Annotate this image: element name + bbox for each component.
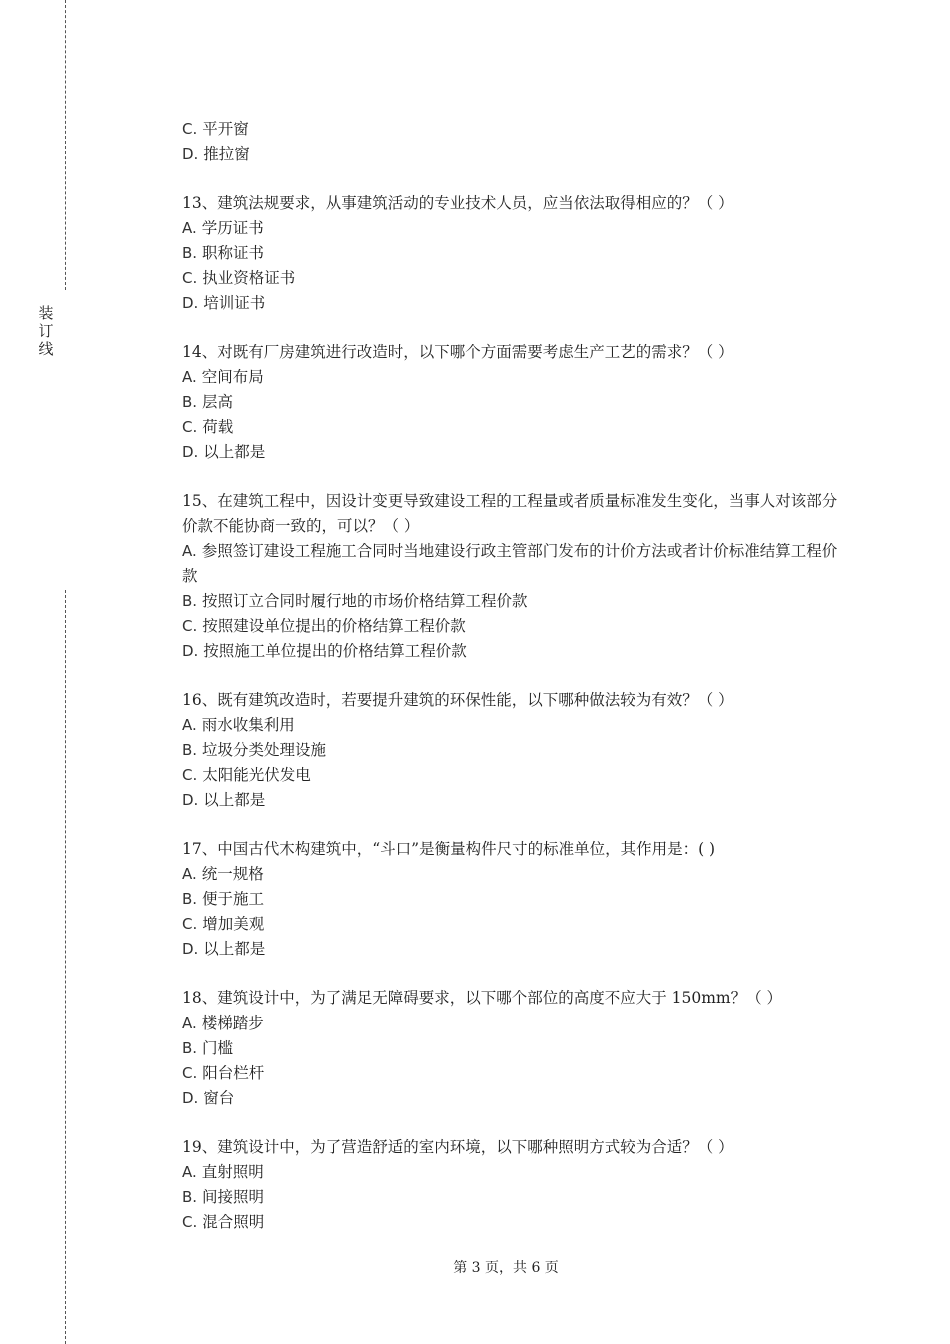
binding-dashed-line-top [65,0,66,290]
option-a: A. 楼梯踏步 [182,1014,264,1032]
option-c: C. 按照建设单位提出的价格结算工程价款 [182,617,466,635]
option-d: D. 以上都是 [182,791,266,809]
option-d: D. 以上都是 [182,940,266,958]
option-a: A. 学历证书 [182,219,264,237]
question-15 [182,489,842,664]
question-19 [182,1135,842,1235]
binding-char: 订 [38,322,54,340]
option-b: B. 便于施工 [182,890,265,908]
option-a: A. 参照签订建设工程施工合同时当地建设行政主管部门发布的计价方法或者计价标准结算工程价款 [182,542,838,585]
option-d: D. 按照施工单位提出的价格结算工程价款 [182,642,467,660]
option-b: B. 层高 [182,393,234,411]
binding-dashed-line-bottom [65,590,66,1344]
question-stem: 17、中国古代木构建筑中，“斗口”是衡量构件尺寸的标准单位，其作用是：( ) [182,840,716,858]
option-d: D. 窗台 [182,1089,235,1107]
option-c: C. 太阳能光伏发电 [182,766,311,784]
option-b: B. 垃圾分类处理设施 [182,741,327,759]
option-d: D. 培训证书 [182,294,266,312]
option-b: B. 职称证书 [182,244,265,262]
binding-label [36,304,56,358]
option-a: A. 直射照明 [182,1163,264,1181]
question-12-continued [182,117,842,167]
question-list [182,117,842,1259]
option-a: A. 雨水收集利用 [182,716,295,734]
option-c: C. 阳台栏杆 [182,1064,265,1082]
option-b: B. 间接照明 [182,1188,265,1206]
binding-char: 装 [38,304,54,322]
option-c: C. 执业资格证书 [182,269,296,287]
option-c: C. 混合照明 [182,1213,265,1231]
question-16 [182,688,842,813]
option-c: C. 平开窗 [182,120,249,138]
binding-char: 线 [38,340,54,358]
question-stem: 18、建筑设计中，为了满足无障碍要求，以下哪个部位的高度不应大于 150mm？（ ） [182,989,783,1007]
question-stem: 19、建筑设计中，为了营造舒适的室内环境，以下哪种照明方式较为合适？（ ） [182,1138,734,1156]
option-b: B. 按照订立合同时履行地的市场价格结算工程价款 [182,592,528,610]
option-a: A. 空间布局 [182,368,264,386]
question-18 [182,986,842,1111]
option-d: D. 推拉窗 [182,145,250,163]
option-c: C. 荷载 [182,418,234,436]
question-17 [182,837,842,962]
option-c: C. 增加美观 [182,915,265,933]
question-14 [182,340,842,465]
question-stem: 14、对既有厂房建筑进行改造时，以下哪个方面需要考虑生产工艺的需求？（ ） [182,343,734,361]
question-stem: 15、在建筑工程中，因设计变更导致建设工程的工程量或者质量标准发生变化，当事人对该部分价款不能协商一致的，可以？（ ） [182,492,838,535]
question-stem: 13、建筑法规要求，从事建筑活动的专业技术人员，应当依法取得相应的？（ ） [182,194,734,212]
option-a: A. 统一规格 [182,865,264,883]
option-b: B. 门槛 [182,1039,234,1057]
page-number-footer: 第 3 页，共 6 页 [453,1260,559,1276]
question-13 [182,191,842,316]
question-stem: 16、既有建筑改造时，若要提升建筑的环保性能，以下哪种做法较为有效？（ ） [182,691,734,709]
option-d: D. 以上都是 [182,443,266,461]
